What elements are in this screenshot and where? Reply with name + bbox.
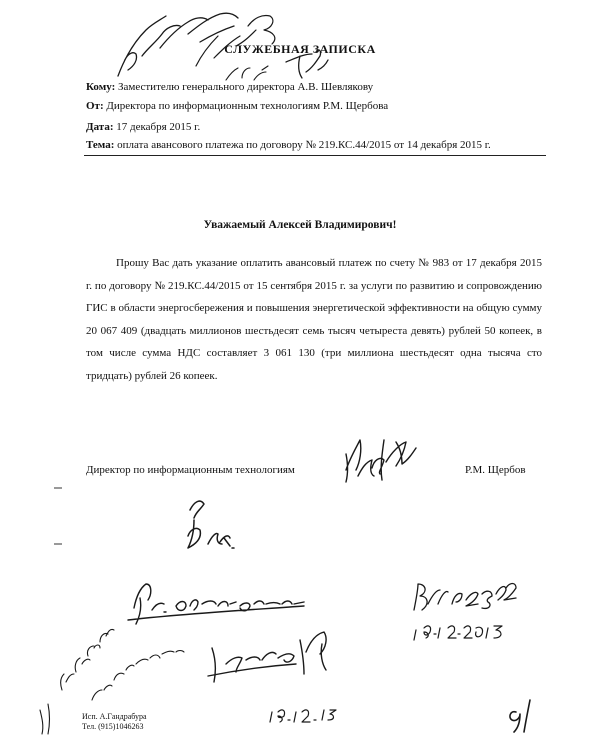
- header-date: [86, 121, 200, 133]
- header-to: [86, 81, 373, 93]
- to-value: Заместителю генерального директора А.В. Шевлякову: [117, 81, 374, 93]
- greeting: Уважаемый Алексей Владимирович!: [203, 219, 397, 231]
- handwritten-bottom-date: [270, 710, 336, 722]
- handwritten-buh: [188, 501, 234, 548]
- scan-mark: [54, 543, 62, 545]
- scan-mark: [54, 487, 62, 489]
- from-value: Директора по информационным технологиям Р.М. Щербова: [106, 100, 389, 112]
- header-divider: [84, 155, 546, 156]
- memo-title: СЛУЖЕБНАЯ ЗАПИСКА: [224, 42, 376, 56]
- date-label: Дата:: [86, 121, 114, 133]
- margin-edge-strokes: [40, 704, 50, 734]
- memo-body: Прошу Вас дать указание оплатить авансовый платеж по счету № 983 от 17 декабря 2015 г. по договору № 219.КС.44/2015 от 15 сентября 2015 г. за услуги по развитию и сопровождению ГИС в области энергосбережения и повышения энергетической эффективности на общую сумму 20 067 409 (двадцать миллионов шестьдесят семь тысяч четыреста девять) рублей 50 копеек, в том числе сумма НДС составляет 3 061 130 (три миллиона шестьдесят одна тысяча сто тридцать) рублей 26 копеек.: [86, 257, 542, 382]
- header-from: [86, 100, 388, 112]
- handwritten-margin-note: [61, 629, 184, 700]
- signature-position: Директор по информационным технологиям: [86, 464, 295, 476]
- signature-accountant: [208, 632, 326, 682]
- signature-name: Р.М. Щербов: [465, 464, 526, 476]
- handwritten-page-number: [510, 700, 530, 732]
- signature-director: [346, 440, 416, 482]
- executor-phone: Тел. (915)1046263: [82, 722, 144, 731]
- handwritten-registration: [414, 584, 516, 641]
- subject-value: оплата авансового платежа по договору № 219.КС.44/2015 от 14 декабря 2015 г.: [117, 139, 491, 151]
- to-label: Кому:: [86, 81, 116, 93]
- date-value: 17 декабря 2015 г.: [116, 121, 201, 133]
- subject-label: Тема:: [86, 139, 115, 151]
- from-label: От:: [86, 100, 104, 112]
- header-subject: [86, 139, 491, 151]
- handwritten-approve: [128, 584, 304, 624]
- executor-name: Исп. А.Гандрабура: [82, 712, 147, 721]
